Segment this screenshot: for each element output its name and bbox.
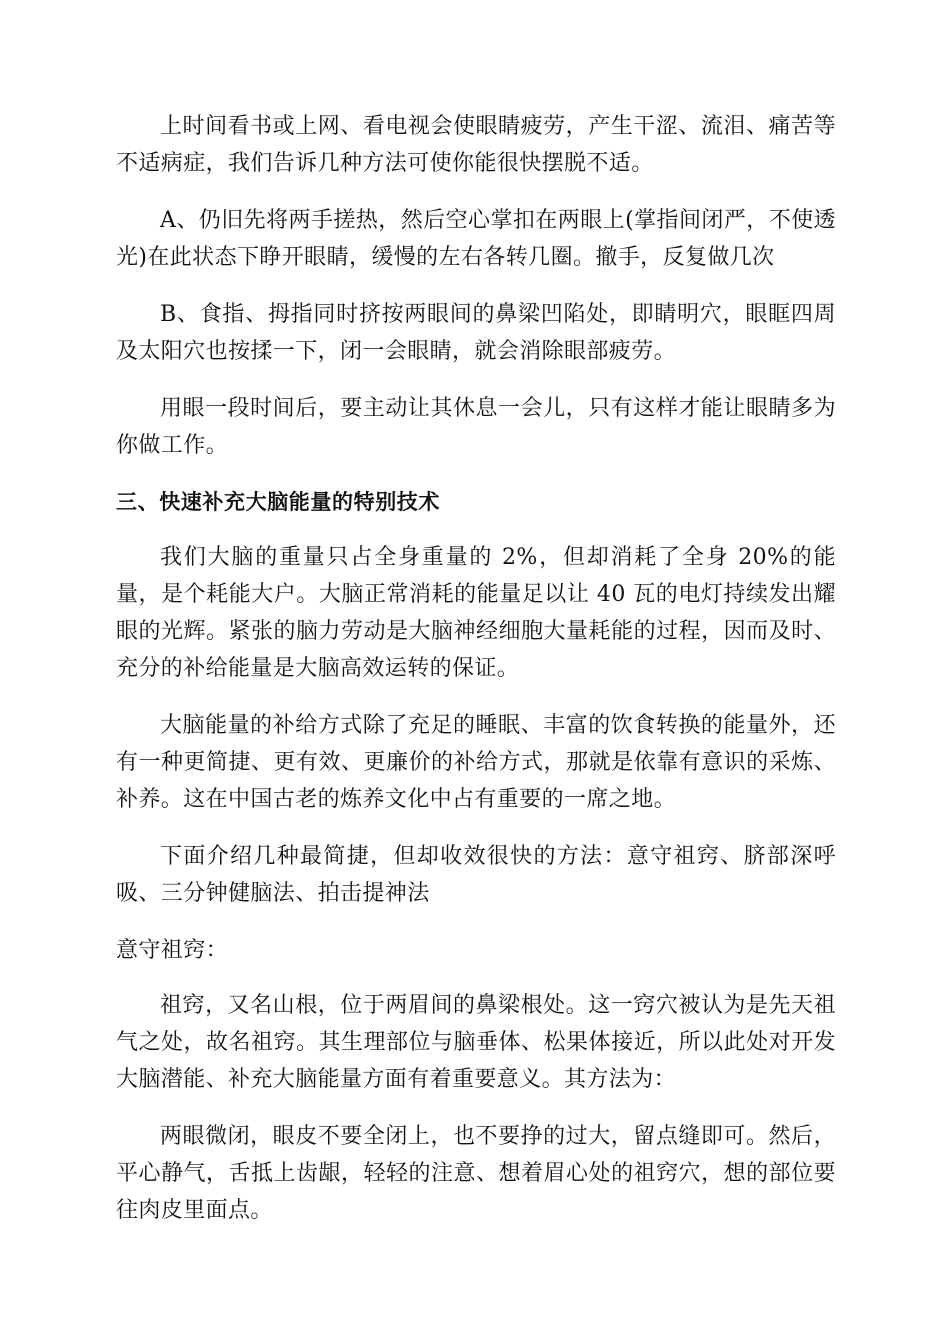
paragraph-rest-eyes: 用眼一段时间后，要主动让其休息一会儿，只有这样才能让眼睛多为你做工作。 xyxy=(116,396,836,458)
paragraph-method-a: A、仍旧先将两手搓热，然后空心掌扣在两眼上(掌指间闭严，不使透光)在此状态下睁开眼睛，缓慢的左右各转几圈。撤手，反复做几次 xyxy=(116,208,836,270)
paragraph-zuqiao-description: 祖窍，又名山根，位于两眉间的鼻梁根处。这一窍穴被认为是先天祖气之处，故名祖窍。其生理部位与脑垂体、松果体接近，所以此处对开发大脑潜能、补充大脑能量方面有着重要意义。其方法为： xyxy=(116,993,836,1092)
section-heading: 三、快速补充大脑能量的特别技术 xyxy=(116,490,440,514)
subheading-zuqiao: 意守祖窍： xyxy=(116,938,229,963)
paragraph-methods-list: 下面介绍几种最简捷，但却收效很快的方法：意守祖窍、脐部深呼吸、三分钟健脑法、拍击提神法 xyxy=(116,844,836,906)
paragraph-method-b: B、食指、拇指同时挤按两眼间的鼻梁凹陷处，即睛明穴，眼眶四周及太阳穴也按揉一下，闭一会眼睛，就会消除眼部疲劳。 xyxy=(116,302,836,364)
paragraph-energy-supply: 大脑能量的补给方式除了充足的睡眠、丰富的饮食转换的能量外，还有一种更简捷、更有效、更廉价的补给方式，那就是依靠有意识的采炼、补养。这在中国古老的炼养文化中占有重要的一席之地。 xyxy=(116,713,836,812)
paragraph-brain-energy: 我们大脑的重量只占全身重量的 2%，但却消耗了全身 20%的能量，是个耗能大户。大脑正常消耗的能量足以让 40 瓦的电灯持续发出耀眼的光辉。紧张的脑力劳动是大脑神经细胞大量耗能的过程，因而及时、充分的补给能量是大脑高效运转的保证。 xyxy=(116,545,836,681)
paragraph-eye-fatigue-intro: 上时间看书或上网、看电视会使眼睛疲劳，产生干涩、流泪、痛苦等不适病症，我们告诉几种方法可使你能很快摆脱不适。 xyxy=(116,114,836,176)
document-body xyxy=(116,108,836,1249)
paragraph-zuqiao-method: 两眼微闭，眼皮不要全闭上，也不要挣的过大，留点缝即可。然后，平心静气，舌抵上齿龈，轻轻的注意、想着眉心处的祖窍穴，想的部位要往肉皮里面点。 xyxy=(116,1124,836,1223)
